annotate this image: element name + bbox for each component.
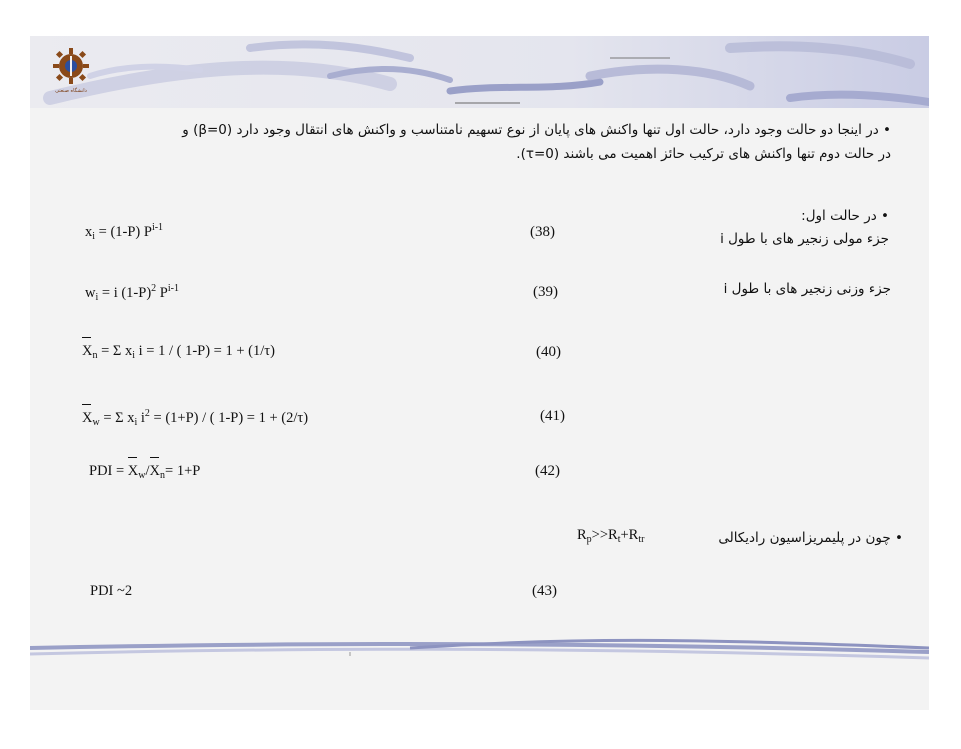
equation-39: $w_i = i$ $(1-P)^2$ $P^{i-1}$ <box>85 283 179 303</box>
equation-number-39: (39) <box>533 284 558 300</box>
equation-43: PDI ~2 <box>90 583 133 599</box>
radical-text: چون در پلیمریزاسیون رادیکالی <box>718 530 891 546</box>
equation-number-38: (38) <box>530 224 555 240</box>
xn-bar-symbol: X <box>82 343 93 359</box>
equation-number-40: (40) <box>536 344 561 360</box>
equation-41: $X_w = \Sigma$ $x_i$ $i^2 = (1+P)$ / ( 1-P) = 1 + (2/τ) <box>82 408 309 428</box>
rate-inequality: $R_p>>R_t+R_{tr}$ <box>577 527 645 545</box>
bullet-icon: • <box>881 208 889 224</box>
weight-fraction-label: جزء وزنی زنجیر های با طول i <box>723 281 891 297</box>
equation-number-43: (43) <box>532 583 557 599</box>
bullet-icon: • <box>883 122 891 138</box>
equation-40: $X_n = \Sigma$ $x_i$ i = 1 / ( 1-P) = 1 + (1/τ) <box>82 343 275 361</box>
university-logo <box>48 44 94 100</box>
logo-caption: دانشگاه صنعتی <box>55 88 87 94</box>
mole-fraction-label: جزء مولی زنجیر های با طول i <box>720 231 889 247</box>
equation-number-41: (41) <box>540 408 565 424</box>
intro-line-2: در حالت دوم تنها واکنش های ترکیب حائز اهمیت می باشند (τ=0). <box>516 146 891 162</box>
case1-label-text: در حالت اول: <box>801 208 877 224</box>
case1-label <box>801 208 889 224</box>
xw-bar-symbol: X <box>82 410 93 426</box>
equation-38: $x_i = (1-P)$ $P^{i-1}$ <box>85 222 164 242</box>
intro-line-1 <box>182 122 891 138</box>
intro-text-1: در اینجا دو حالت وجود دارد، حالت اول تنها واکنش های پایان از نوع تسهیم نامتناسب و واکنش های انتقال وجود دارد (β=0) و <box>182 122 879 138</box>
bullet-icon: • <box>895 530 903 546</box>
equation-number-42: (42) <box>535 463 560 479</box>
gear-logo-icon <box>48 44 94 88</box>
equation-42: PDI = $X_w/X_n= 1+P$ <box>89 463 201 481</box>
radical-polymerization-label <box>718 530 903 546</box>
